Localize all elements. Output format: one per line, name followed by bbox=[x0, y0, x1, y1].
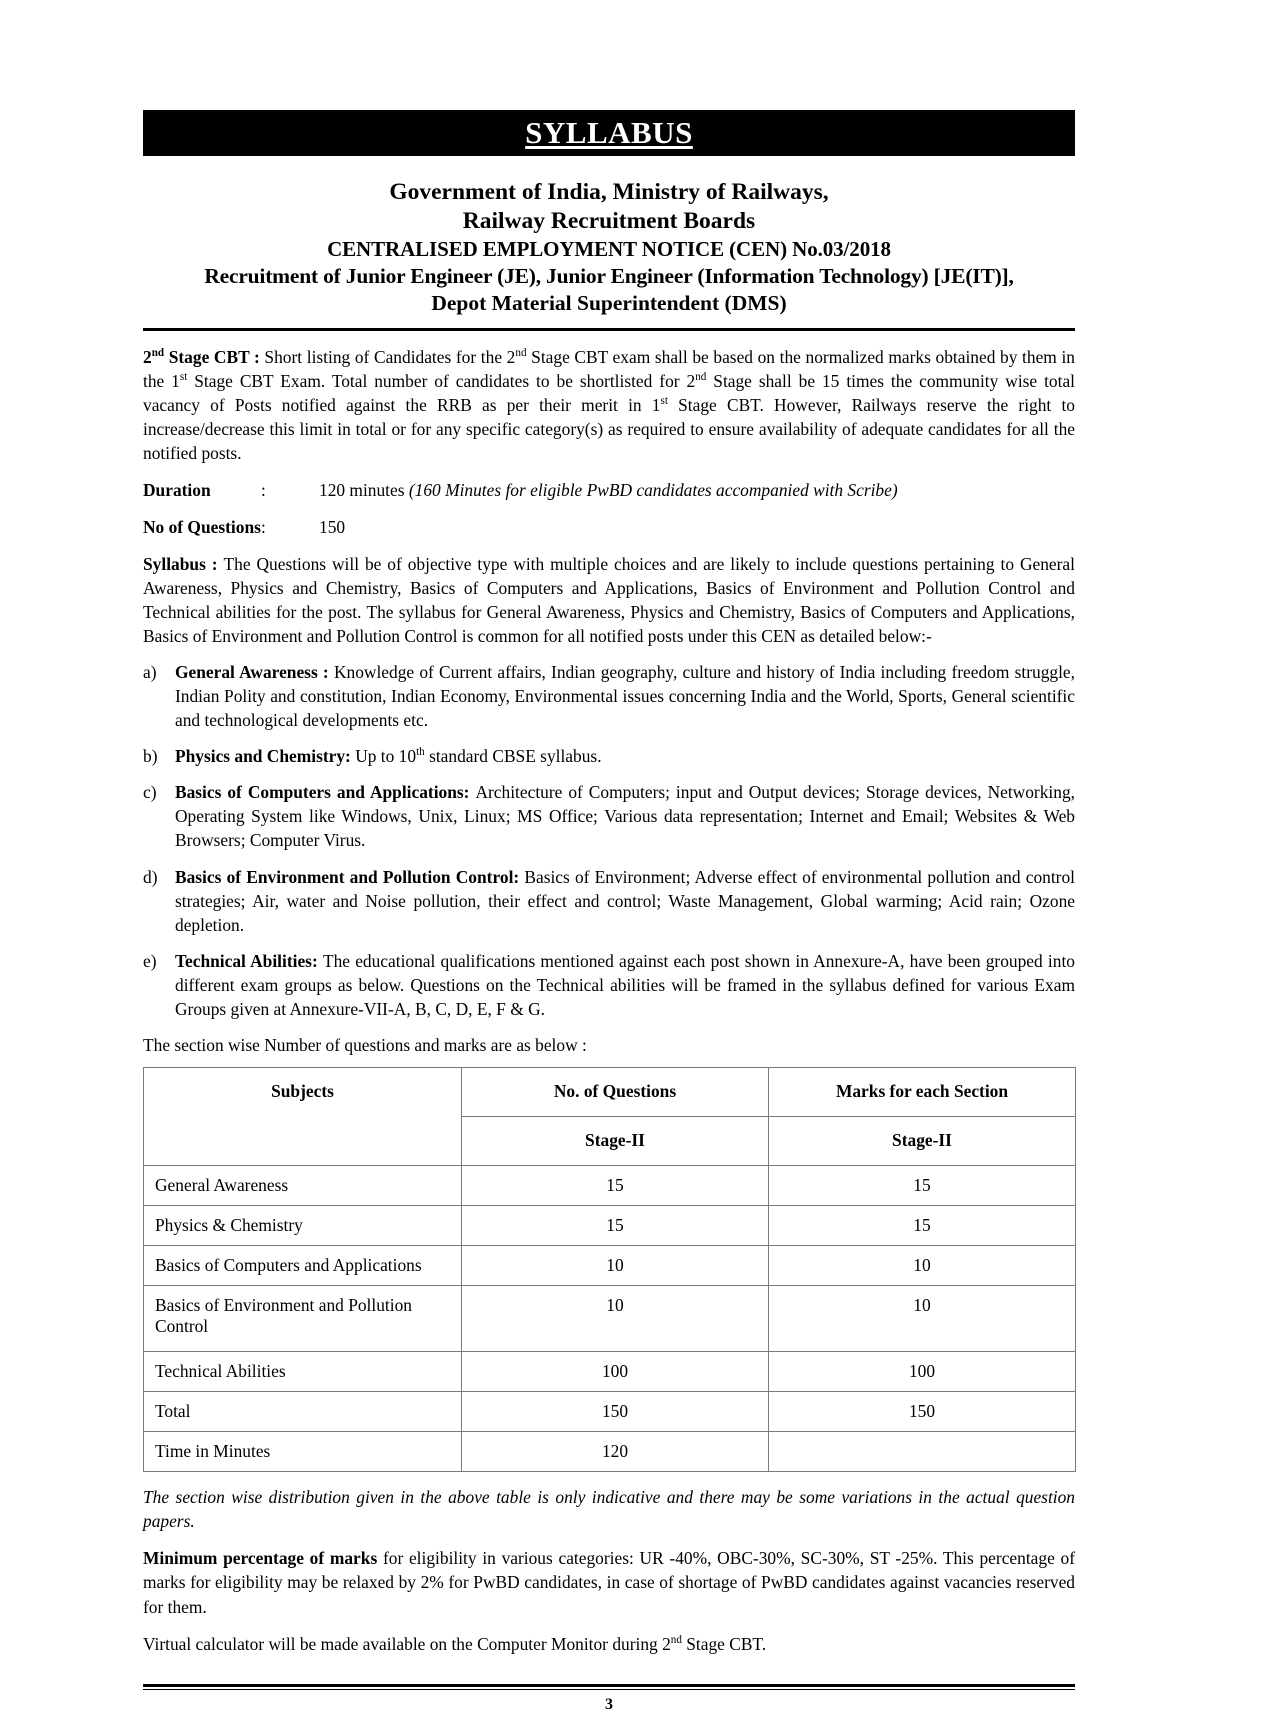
list-marker-a: a) bbox=[143, 661, 157, 682]
stage-cbt-text-3: Stage CBT Exam. Total number of candidates to be shortlisted for 2 bbox=[187, 370, 696, 391]
list-title-b: Physics and Chemistry: bbox=[175, 746, 356, 767]
duration-label: Duration bbox=[143, 480, 211, 501]
list-sup-b: th bbox=[416, 746, 425, 759]
page-content bbox=[143, 110, 1075, 1714]
no-of-questions-colon: : bbox=[261, 516, 266, 537]
table-row bbox=[144, 1392, 1076, 1432]
syllabus-topic-list bbox=[143, 660, 1075, 1021]
table-intro-line: The section wise Number of questions and marks are as below : bbox=[143, 1035, 587, 1056]
cell-questions: 10 bbox=[462, 1286, 769, 1352]
table-row bbox=[144, 1206, 1076, 1246]
minimum-percentage-text: for eligibility in various categories: UR -40%, OBC-30%, SC-30%, ST -25%. This percentage of marks for eligibility may be relaxed by 2% for PwBD candidates, in case of shortage of PwBD candidates against vacancies reserved for them. bbox=[143, 1548, 1076, 1617]
cell-subject: Time in Minutes bbox=[144, 1432, 462, 1472]
duration-value: 120 minutes (160 Minutes for eligible PwBD candidates accompanied with Scribe) bbox=[319, 480, 898, 501]
list-text-b1: Up to 10 bbox=[355, 746, 417, 767]
cell-questions: 15 bbox=[462, 1206, 769, 1246]
stage-cbt-text-1: Short listing of Candidates for the 2 bbox=[264, 346, 516, 367]
list-item-technical-abilities bbox=[143, 949, 1075, 1021]
cell-questions: 10 bbox=[462, 1246, 769, 1286]
no-of-questions-label: No of Questions bbox=[143, 516, 261, 537]
syllabus-banner bbox=[143, 110, 1075, 156]
cell-marks: 10 bbox=[769, 1286, 1076, 1352]
list-title-e: Technical Abilities: bbox=[175, 950, 323, 971]
footer-divider bbox=[143, 1684, 1075, 1690]
syllabus-text: The Questions will be of objective type with multiple choices and are likely to include questions pertaining to General Awareness, Physics and Chemistry, Basics of Computers and Applications, Basics of Environment and Pollution Control and Technical abilities for the post. The syllabus for General Awareness, Physics and Chemistry, Basics of Computers and Applications, Basics of Environment and Pollution Control is common for all notified posts under this CEN as detailed below:- bbox=[143, 553, 1075, 646]
duration-value-note: (160 Minutes for eligible PwBD candidates accompanied with Scribe) bbox=[408, 480, 898, 501]
footer-rule-thin bbox=[143, 1689, 1075, 1690]
header-marks-each-section: Marks for each Section bbox=[769, 1068, 1076, 1117]
section-distribution-table bbox=[143, 1067, 1076, 1472]
list-marker-b: b) bbox=[143, 746, 158, 767]
table-row bbox=[144, 1286, 1076, 1352]
heading-rrb: Railway Recruitment Boards bbox=[462, 207, 756, 234]
cell-questions: 15 bbox=[462, 1166, 769, 1206]
heading-recruitment: Recruitment of Junior Engineer (JE), Junior Engineer (Information Technology) [JE(IT)], bbox=[204, 264, 1014, 289]
cell-subject: Basics of Environment and Pollution Control bbox=[144, 1286, 462, 1352]
syllabus-paragraph bbox=[143, 552, 1075, 648]
table-row bbox=[144, 1246, 1076, 1286]
no-of-questions-row bbox=[143, 516, 1075, 539]
stage-cbt-text-5: Stage CBT. However, Railways reserve the right to increase/decrease this limit in total or for any specific category(s) as required to ensure availability of adequate candidates for all the notified posts. bbox=[143, 395, 1075, 464]
table-body bbox=[144, 1166, 1076, 1472]
document-headings bbox=[143, 178, 1075, 317]
cell-marks: 10 bbox=[769, 1246, 1076, 1286]
list-item-physics-chemistry bbox=[143, 744, 1075, 768]
cell-subject: General Awareness bbox=[144, 1166, 462, 1206]
virtual-calculator-text-b: Stage CBT. bbox=[681, 1633, 767, 1654]
footer-rule-thick bbox=[143, 1684, 1075, 1687]
table-header-row bbox=[144, 1068, 1076, 1117]
duration-row bbox=[143, 479, 1075, 502]
list-title-c: Basics of Computers and Applications: bbox=[175, 782, 476, 803]
cell-subject: Basics of Computers and Applications bbox=[144, 1246, 462, 1286]
list-text-e: The educational qualifications mentioned against each post shown in Annexure-A, have been grouped into different exam groups as below. Questions on the Technical abilities will be framed in the syllabus defined for various Exam Groups given at Annexure-VII-A, B, C, D, E, F & G. bbox=[175, 950, 1075, 1020]
cell-marks: 15 bbox=[769, 1166, 1076, 1206]
cell-marks: 100 bbox=[769, 1352, 1076, 1392]
stage-cbt-sup-1: nd bbox=[515, 347, 527, 360]
subheader-marks-stage: Stage-II bbox=[769, 1117, 1076, 1166]
stage-cbt-text-2: Stage CBT exam shall be based on the normalized marks obtained by them in the 1 bbox=[143, 346, 1075, 391]
stage-cbt-sup-4: st bbox=[660, 395, 668, 408]
table-row bbox=[144, 1432, 1076, 1472]
page-number: 3 bbox=[605, 1695, 613, 1713]
stage-cbt-paragraph bbox=[143, 345, 1075, 465]
cell-marks bbox=[769, 1432, 1076, 1472]
banner-title: SYLLABUS bbox=[525, 115, 693, 150]
no-of-questions-value: 150 bbox=[319, 516, 346, 537]
cell-questions: 150 bbox=[462, 1392, 769, 1432]
heading-dms: Depot Material Superintendent (DMS) bbox=[431, 290, 787, 315]
minimum-percentage-paragraph bbox=[143, 1546, 1075, 1618]
list-marker-c: c) bbox=[143, 782, 157, 803]
cell-subject: Total bbox=[144, 1392, 462, 1432]
list-marker-e: e) bbox=[143, 950, 157, 971]
virtual-calculator-text-a: Virtual calculator will be made available on the Computer Monitor during 2 bbox=[143, 1633, 671, 1654]
cell-questions: 100 bbox=[462, 1352, 769, 1392]
cell-questions: 120 bbox=[462, 1432, 769, 1472]
stage-cbt-sup-2: st bbox=[179, 371, 188, 384]
stage-cbt-label-sup: nd bbox=[151, 347, 165, 360]
list-text-c: Architecture of Computers; input and Output devices; Storage devices, Networking, Operating System like Windows, Unix, Linux; MS Office; Various data representation; Internet and Email; Websites & Web Browsers; Computer Virus. bbox=[175, 782, 1075, 851]
stage-cbt-sup-3: nd bbox=[695, 371, 707, 384]
virtual-calculator-sup: nd bbox=[670, 1633, 682, 1646]
header-no-of-questions: No. of Questions bbox=[462, 1068, 769, 1117]
header-subjects: Subjects bbox=[144, 1068, 462, 1166]
subheader-questions-stage: Stage-II bbox=[462, 1117, 769, 1166]
list-text-d: Basics of Environment; Adverse effect of environmental pollution and control strategies; Air, water and Noise pollution, their effect and control; Waste Management, Global warming; Acid rain; Ozone depletion. bbox=[175, 866, 1075, 935]
list-title-a: General Awareness : bbox=[175, 661, 334, 682]
cell-marks: 15 bbox=[769, 1206, 1076, 1246]
list-item-environment-pollution bbox=[143, 865, 1075, 937]
list-item-basics-computers bbox=[143, 780, 1075, 852]
stage-cbt-label: 2nd Stage CBT : bbox=[143, 346, 265, 367]
cell-subject: Physics & Chemistry bbox=[144, 1206, 462, 1246]
duration-colon: : bbox=[261, 480, 266, 501]
table-row bbox=[144, 1352, 1076, 1392]
minimum-percentage-label: Minimum percentage of marks bbox=[143, 1548, 383, 1569]
list-item-general-awareness bbox=[143, 660, 1075, 732]
heading-cen: CENTRALISED EMPLOYMENT NOTICE (CEN) No.03/2018 bbox=[327, 236, 891, 261]
list-marker-d: d) bbox=[143, 866, 158, 887]
heading-government: Government of India, Ministry of Railways, bbox=[389, 179, 829, 205]
header-divider bbox=[143, 328, 1075, 331]
syllabus-label: Syllabus : bbox=[143, 553, 224, 574]
list-text-a: Knowledge of Current affairs, Indian geography, culture and history of India including freedom struggle, Indian Polity and constitution, Indian Economy, Environmental issues concerning India and the World, Sports, General scientific and technological developments etc. bbox=[175, 661, 1075, 731]
table-row bbox=[144, 1166, 1076, 1206]
cell-subject: Technical Abilities bbox=[144, 1352, 462, 1392]
cell-marks: 150 bbox=[769, 1392, 1076, 1432]
stage-cbt-text-4: Stage shall be 15 times the community wise total vacancy of Posts notified against the RRB as per their merit in 1 bbox=[143, 370, 1076, 416]
list-text-b2: standard CBSE syllabus. bbox=[424, 746, 602, 767]
table-head bbox=[144, 1068, 1076, 1166]
table-note: The section wise distribution given in the above table is only indicative and there may be some variations in the actual question papers. bbox=[143, 1487, 1075, 1532]
list-title-d: Basics of Environment and Pollution Control: bbox=[175, 866, 525, 887]
virtual-calculator-paragraph bbox=[143, 1632, 1075, 1656]
